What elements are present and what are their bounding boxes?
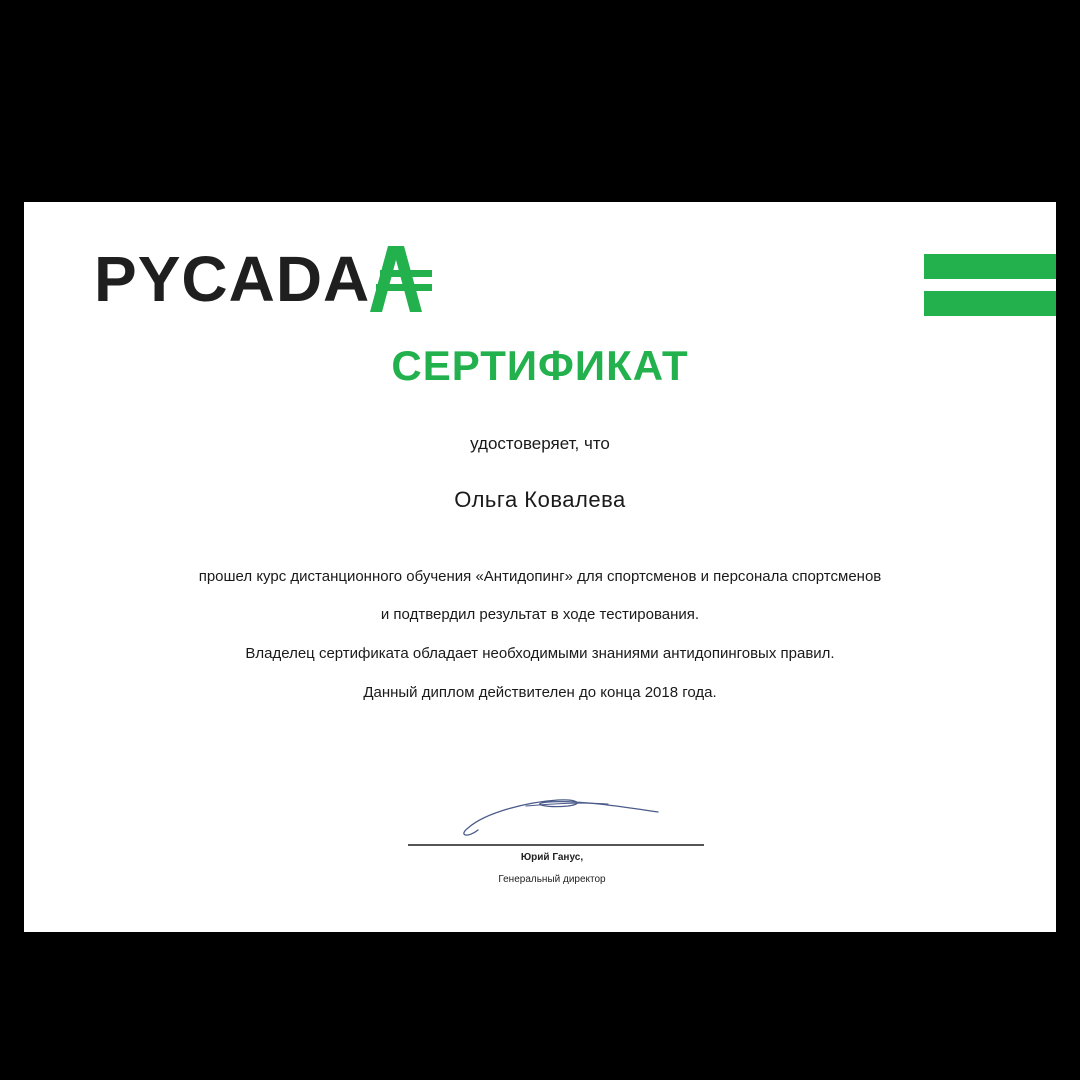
rusada-logo: [94, 243, 432, 315]
stripe-top: [924, 254, 1056, 279]
handwritten-signature: [408, 790, 704, 850]
body-line-2: и подтвердил результат в ходе тестирования.: [380, 606, 700, 623]
body-line-1: прошел курс дистанционного обучения «Антидопинг» для спортсменов и персонала спортсменов: [198, 568, 882, 585]
certificate-title: СЕРТИФИКАТ: [391, 342, 689, 389]
logo-a-mark-icon: [370, 246, 432, 312]
signer-name: Юрий Ганус,: [520, 852, 584, 863]
corner-stripes: [924, 254, 1056, 316]
certificate-sheet: [24, 202, 1056, 932]
signer-position: Генеральный директор: [498, 874, 606, 885]
certifies-text: удостоверяет, что: [470, 434, 610, 453]
signature-line: [408, 844, 704, 846]
body-line-3: Владелец сертификата обладает необходимыми знаниями антидопинговых правил.: [245, 645, 835, 662]
stripe-bottom: [924, 291, 1056, 316]
logo-text: PYCADA: [94, 243, 371, 315]
body-line-4: Данный диплом действителен до конца 2018 года.: [363, 684, 717, 701]
recipient-name: Ольга Ковалева: [454, 487, 626, 512]
